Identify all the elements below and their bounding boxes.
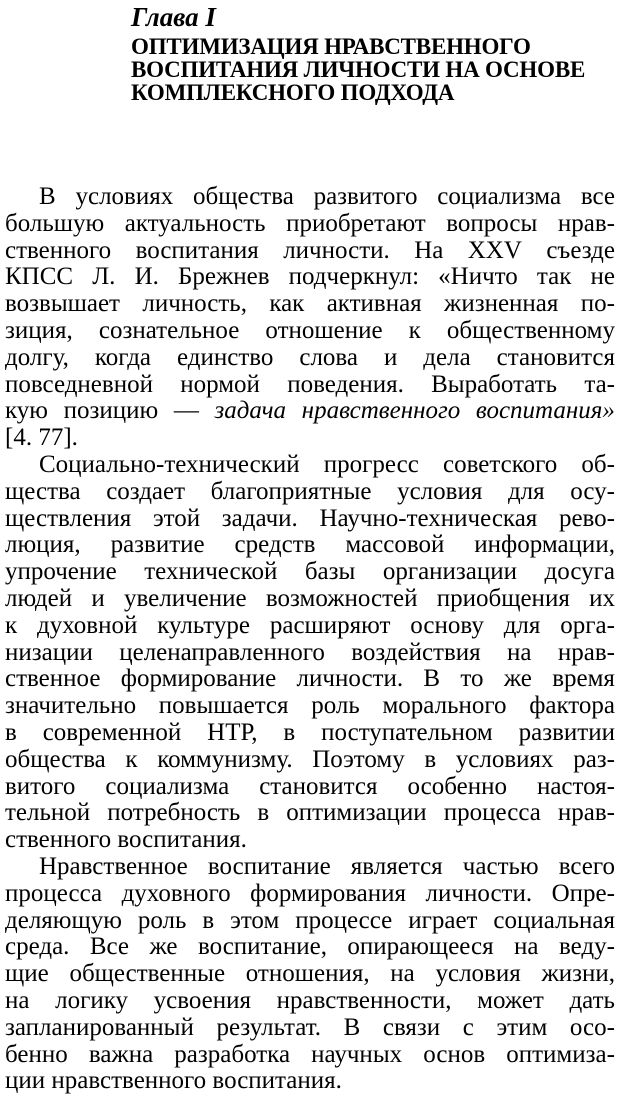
word: в [202, 906, 215, 934]
word: рево- [558, 504, 615, 532]
word: веду- [558, 933, 615, 961]
word: их [589, 584, 615, 612]
word: к [408, 316, 421, 344]
word: упрочение [5, 558, 117, 586]
text-line [5, 640, 615, 667]
word: культуре [157, 611, 250, 639]
text-line [5, 613, 615, 640]
word: задачи. [221, 504, 298, 532]
word: актуальность [124, 209, 266, 237]
word: большую [5, 209, 105, 237]
word: В [39, 183, 56, 210]
word: связи [382, 1013, 441, 1041]
word: нрав- [557, 209, 615, 237]
word: усвоения [153, 986, 251, 1014]
word: на [507, 638, 532, 666]
word: Социально-технический [39, 450, 300, 478]
word: все [580, 183, 615, 210]
text-line [5, 559, 615, 586]
word: сознательное [98, 316, 240, 344]
word: и [91, 584, 105, 612]
text-line [5, 934, 615, 961]
word: съезде [546, 236, 615, 264]
word: расширяют [269, 611, 391, 639]
word: результат. [216, 1013, 321, 1041]
word: позицию [63, 397, 159, 425]
word: социальная [493, 906, 615, 934]
word: досуга [544, 558, 615, 586]
text-line: ственного воспитания. [5, 826, 247, 854]
word: является [350, 852, 443, 880]
word: морального [382, 692, 507, 720]
word: возможностей [265, 584, 418, 612]
word: долгу, [5, 343, 69, 371]
word: и [383, 343, 398, 371]
text-line [5, 211, 615, 238]
word: Брежнев [178, 263, 270, 291]
word: щие [5, 960, 49, 988]
word: люция, [5, 531, 81, 559]
word: не [590, 263, 615, 291]
word: возвышает [5, 290, 120, 318]
word: повышается [158, 692, 289, 720]
word: ственное [5, 665, 101, 693]
word: то [460, 665, 484, 693]
word: КПСС [5, 263, 74, 291]
text-line: [4. 77]. [5, 424, 78, 452]
word: — [173, 397, 199, 425]
word: к [5, 611, 18, 639]
word: базы [304, 558, 356, 586]
text-line [5, 720, 615, 747]
text-line [5, 747, 615, 774]
word: осо- [569, 1013, 615, 1041]
word: по- [580, 290, 615, 318]
word: условиях [75, 183, 174, 210]
word: массовой [345, 531, 445, 559]
word: общественные [69, 960, 226, 988]
word: организации [382, 558, 518, 586]
word: нрав- [557, 638, 615, 666]
word: раз- [573, 745, 615, 773]
word: когда [94, 343, 152, 371]
word: развитие [110, 531, 205, 559]
word: для [507, 477, 545, 505]
word: этой [152, 504, 201, 532]
word: на [514, 933, 539, 961]
word: же [149, 933, 178, 961]
text-line [5, 345, 615, 372]
word: с [462, 1013, 474, 1041]
word: увеличение [123, 584, 247, 612]
word: воспитания» [475, 397, 615, 425]
text-line [5, 184, 615, 211]
text-line [5, 908, 615, 935]
word: условия [435, 960, 521, 988]
word: Выработать [431, 370, 558, 398]
word: особенно [407, 772, 507, 800]
text-line [5, 774, 615, 801]
text-line [5, 1015, 615, 1042]
word: роль [137, 906, 187, 934]
word: орга- [560, 611, 615, 639]
word: благоприятные [210, 477, 372, 505]
word: щества [5, 477, 81, 505]
word: становится [496, 343, 615, 371]
word: ществления [5, 504, 132, 532]
word: социализма [437, 183, 562, 210]
text-line [5, 881, 615, 908]
word: воспитание [207, 852, 331, 880]
word: настоя- [536, 772, 615, 800]
word: об- [581, 450, 615, 478]
chapter-title-line: ОПТИМИЗАЦИЯ НРАВСТВЕННОГО [131, 34, 531, 59]
word: общества [5, 745, 106, 773]
word: нрав- [557, 799, 615, 827]
word: та- [584, 370, 615, 398]
word: отношения, [245, 960, 370, 988]
word: воздействия [351, 638, 481, 666]
word: зиция, [5, 316, 73, 344]
word: к [125, 745, 138, 773]
text-line [5, 854, 615, 881]
word: технической [144, 558, 278, 586]
word: задача [214, 397, 287, 425]
word: духовного [121, 879, 231, 907]
word: приобретают [286, 209, 426, 237]
chapter-title-line: КОМПЛЕКСНОГО ПОДХОДА [131, 80, 455, 105]
word: процесса [5, 879, 103, 907]
word: осу- [570, 477, 615, 505]
word: потребность [107, 799, 241, 827]
word: вопросы [446, 209, 538, 237]
word: формирование [120, 665, 277, 693]
text-line: ции нравственного воспитания. [5, 1067, 342, 1095]
word: приобщения [436, 584, 570, 612]
word: На [414, 236, 444, 264]
chapter-title [131, 35, 611, 104]
word: нормой [180, 370, 260, 398]
word: основ [423, 1040, 486, 1068]
word: основу [410, 611, 484, 639]
word: Все [89, 933, 130, 961]
word: целенаправленного [119, 638, 325, 666]
text-line [5, 398, 615, 425]
word: единство [176, 343, 274, 371]
word: в [283, 718, 296, 746]
word: Л. [92, 263, 116, 291]
word: оптимизации [286, 799, 427, 827]
word: же [503, 665, 532, 693]
text-line [5, 1042, 615, 1069]
word: роль [311, 692, 360, 720]
text-line [5, 532, 615, 559]
word: Опре- [551, 879, 615, 907]
text-line [5, 586, 615, 613]
word: личности. [425, 879, 533, 907]
word: этим [496, 1013, 548, 1041]
word: общественному [446, 316, 615, 344]
word: бенно [5, 1040, 68, 1068]
word: советского [443, 450, 558, 478]
word: дела [423, 343, 471, 371]
word: «Ничто [438, 263, 518, 291]
word: социализма [105, 772, 230, 800]
word: становится [259, 772, 378, 800]
word: логику [55, 986, 128, 1014]
word: НТР, [207, 718, 258, 746]
word: коммунизму. [157, 745, 293, 773]
text-line [5, 666, 615, 693]
word: научных [311, 1040, 403, 1068]
word: так [536, 263, 572, 291]
word: поведения. [287, 370, 404, 398]
text-line [5, 479, 615, 506]
word: Поэтому [312, 745, 405, 773]
word: в [257, 799, 270, 827]
word: частью [462, 852, 539, 880]
word: этом [230, 906, 280, 934]
word: условиях [455, 745, 554, 773]
word: важна [88, 1040, 154, 1068]
word: кую [5, 397, 48, 425]
word: условия [397, 477, 483, 505]
word: И. [134, 263, 159, 291]
word: создает [106, 477, 186, 505]
word: Нравственное [39, 852, 188, 880]
word: время [552, 665, 615, 693]
word: среда. [5, 933, 70, 961]
word: современной [42, 718, 182, 746]
body-text [5, 184, 615, 1095]
word: отношение [265, 316, 383, 344]
word: повседневной [5, 370, 153, 398]
word: ственного [5, 236, 112, 264]
text-line [5, 291, 615, 318]
word: витого [5, 772, 76, 800]
word: развитии [518, 718, 615, 746]
word: личности. [283, 236, 390, 264]
word: тельной [5, 799, 91, 827]
word: духовной [37, 611, 138, 639]
word: общества [193, 183, 294, 210]
word: низации [5, 638, 93, 666]
word: всего [558, 852, 615, 880]
word: личность, [142, 290, 247, 318]
word: в [424, 745, 437, 773]
word: формирования [250, 879, 407, 907]
word: средств [234, 531, 316, 559]
word: значительно [5, 692, 137, 720]
word: поступательном [321, 718, 493, 746]
text-line [5, 693, 615, 720]
word: оптимиза- [506, 1040, 615, 1068]
word: В [343, 1013, 361, 1041]
word: фактора [529, 692, 615, 720]
word: воспитания [135, 236, 259, 264]
word: личности. [296, 665, 404, 693]
word: может [477, 986, 544, 1014]
word: для [503, 611, 541, 639]
text-line [5, 238, 615, 265]
word: слова [299, 343, 358, 371]
word: В [423, 665, 441, 693]
word: процесса [443, 799, 541, 827]
word: дать [569, 986, 615, 1014]
word: запланированный [5, 1013, 194, 1041]
word: информации, [474, 531, 615, 559]
word: деляющую [5, 906, 122, 934]
word: развитого [313, 183, 418, 210]
text-line [5, 264, 615, 291]
word: нравственного [301, 397, 461, 425]
word: XXV [467, 236, 522, 264]
word: жизненная [444, 290, 559, 318]
word: жизни, [541, 960, 615, 988]
word: людей [5, 584, 73, 612]
text-line [5, 961, 615, 988]
text-line [5, 372, 615, 399]
word: активная [326, 290, 422, 318]
word: подчеркнул: [288, 263, 420, 291]
word: на [390, 960, 415, 988]
word: как [269, 290, 305, 318]
word: Научно-техническая [319, 504, 538, 532]
word: на [5, 986, 30, 1014]
word: нравственности, [276, 986, 452, 1014]
word: процессе [295, 906, 393, 934]
chapter-title-line: ВОСПИТАНИЯ ЛИЧНОСТИ НА ОСНОВЕ [131, 57, 586, 82]
text-line [5, 988, 615, 1015]
word: воспитание, [197, 933, 327, 961]
word: разработка [174, 1040, 291, 1068]
text-line [5, 318, 615, 345]
word: опирающееся [347, 933, 494, 961]
word: в [5, 718, 17, 746]
word: прогресс [323, 450, 419, 478]
text-line [5, 452, 615, 479]
text-line [5, 506, 615, 533]
chapter-label: Глава I [131, 2, 216, 32]
word: играет [408, 906, 478, 934]
text-line [5, 800, 615, 827]
